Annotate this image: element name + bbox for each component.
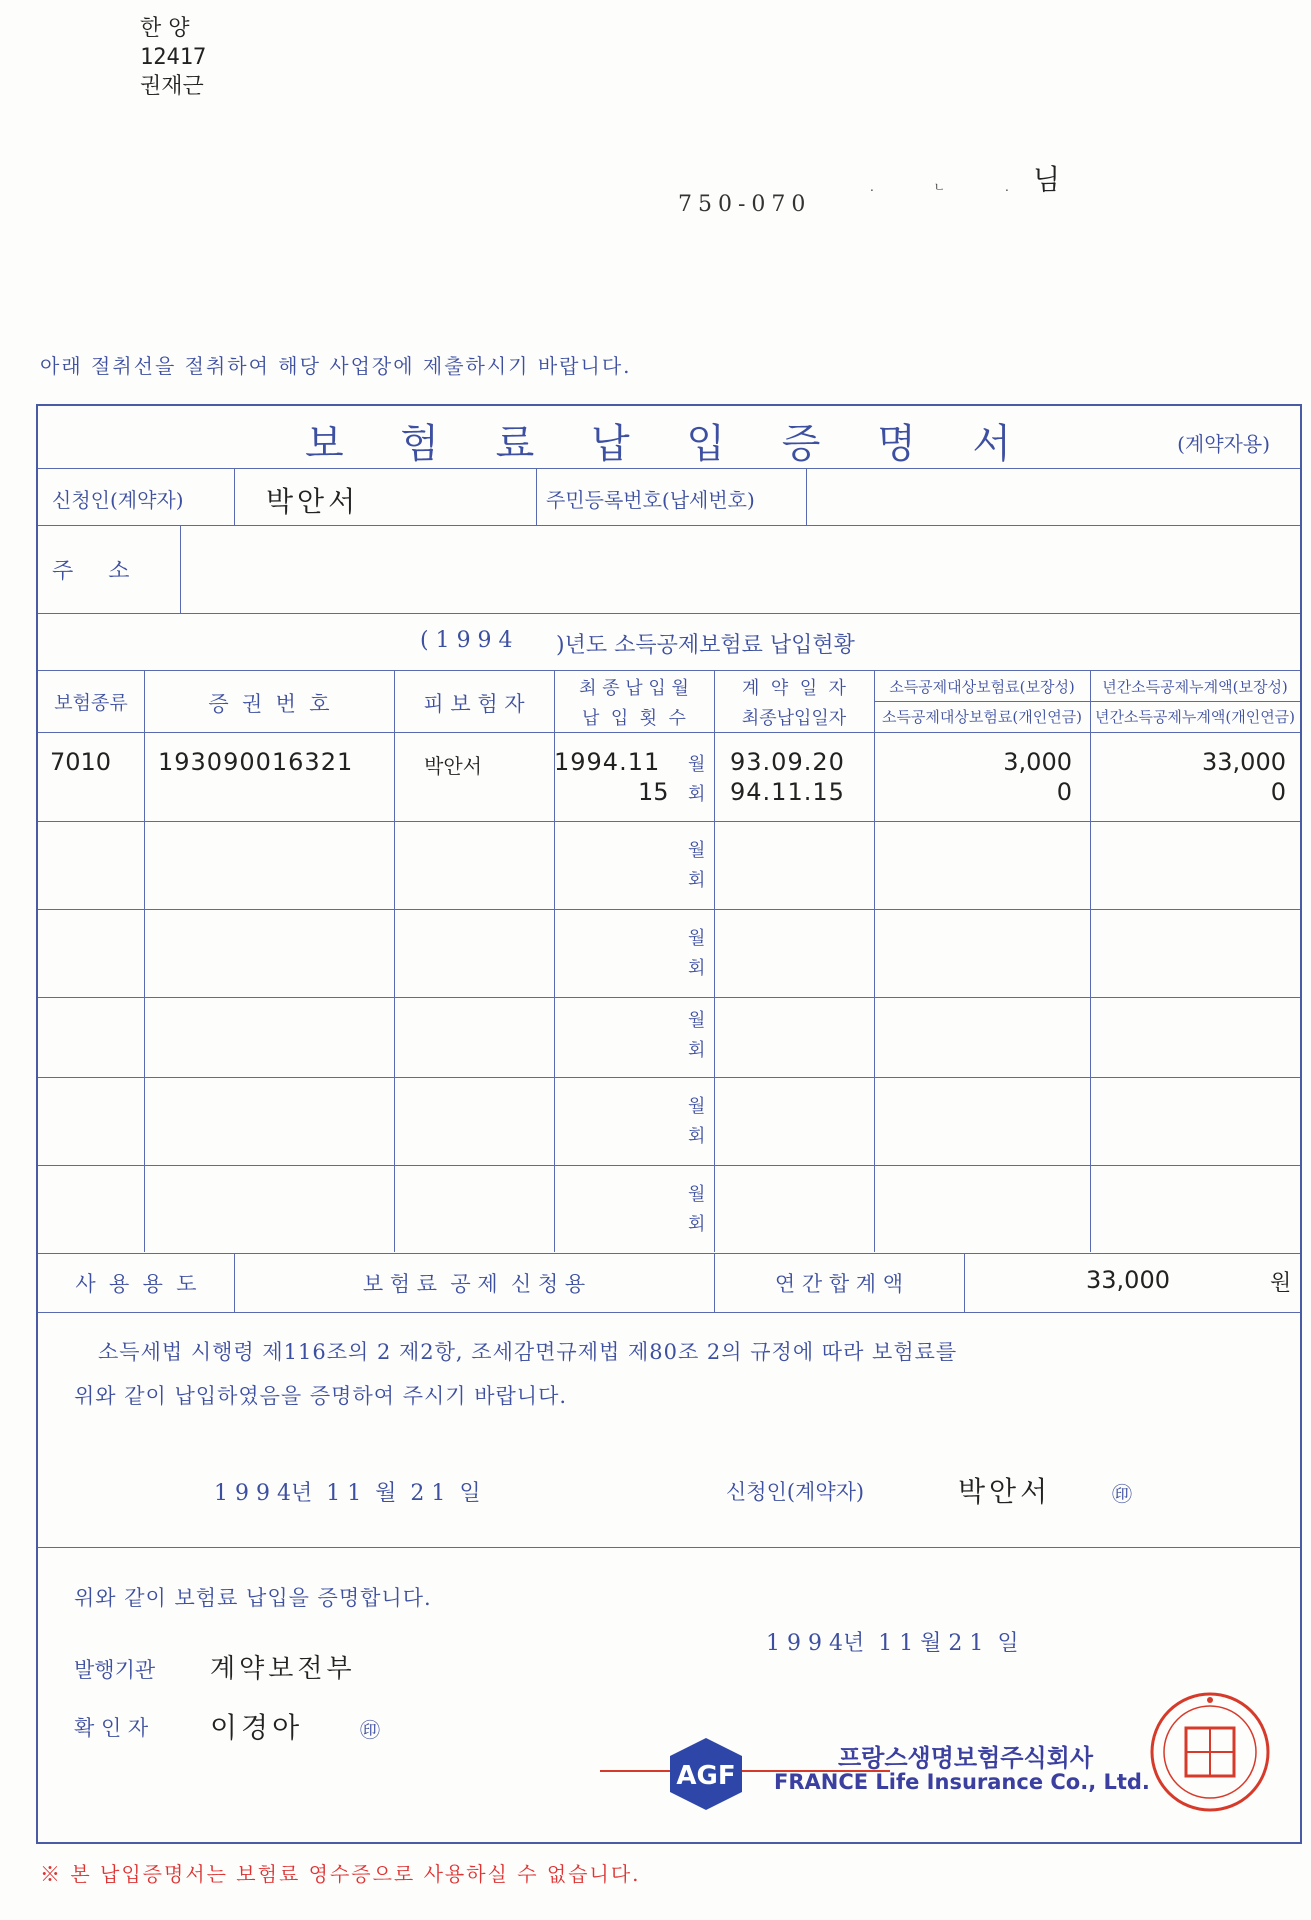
divider xyxy=(180,525,181,613)
top-header xyxy=(140,14,206,101)
document-title: 보 험 료 납 입 증 명 서 xyxy=(304,421,1034,467)
col-insured: 피 보 험 자 xyxy=(423,692,525,716)
count-unit: 회 xyxy=(688,1214,706,1235)
divider xyxy=(38,1077,1300,1078)
divider xyxy=(144,670,145,1252)
instruction-text: 아래 절취선을 절취하여 해당 사업장에 제출하시기 바랍니다. xyxy=(40,354,632,378)
divider xyxy=(38,1547,1300,1548)
notice-text: ※ 본 납입증명서는 보험료 영수증으로 사용하실 수 없습니다. xyxy=(40,1862,641,1886)
month-unit: 월 xyxy=(688,1010,706,1031)
company-seal-icon xyxy=(1148,1690,1272,1814)
usage-type: (계약자용) xyxy=(1177,432,1270,456)
col-last-pay-1: 최 종 납 입 월 xyxy=(579,678,689,699)
statement-line-1: 소득세법 시행령 제116조의 2 제2항, 조세감면규제법 제80조 2의 규정에 따라 보험료를 xyxy=(98,1340,958,1364)
issuer-label: 발행기관 xyxy=(74,1658,156,1682)
row-last-date: 94.11.15 xyxy=(730,778,845,806)
zip-code: 750-070 xyxy=(678,192,812,217)
address-label: 주 소 xyxy=(52,559,130,584)
divider xyxy=(874,670,875,1252)
applicant-value: 박안서 xyxy=(266,485,360,518)
usage-value: 보 험 료 공 제 신 청 용 xyxy=(362,1272,586,1296)
divider xyxy=(38,909,1300,910)
count-unit: 회 xyxy=(688,1040,706,1061)
row-contract-date: 93.09.20 xyxy=(730,748,845,776)
month-unit: 월 xyxy=(688,840,706,861)
count-unit: 회 xyxy=(688,870,706,891)
row-count: 15 xyxy=(638,778,669,806)
confirmer-value: 이경아 xyxy=(210,1711,304,1744)
divider xyxy=(714,670,715,1252)
issuer-value: 계약보전부 xyxy=(210,1654,356,1684)
code-label: 12417 xyxy=(140,45,207,70)
apply-person-value: 박안서 xyxy=(958,1475,1052,1508)
divider xyxy=(38,468,1300,469)
divider xyxy=(536,468,537,525)
col-annual-1: 년간소득공제누계액(보장성) xyxy=(1102,678,1288,696)
seal-mark: ㊞ xyxy=(360,1718,380,1742)
col-contract-2: 최종납입일자 xyxy=(741,708,847,729)
divider xyxy=(806,468,807,525)
certify-text: 위와 같이 보험료 납입을 증명합니다. xyxy=(74,1586,432,1610)
divider xyxy=(38,1165,1300,1166)
issue-date: 1 9 9 4년 1 1 월 2 1 일 xyxy=(766,1631,1019,1656)
row-deduct-pension: 0 xyxy=(1056,778,1072,806)
row-annual-protect: 33,000 xyxy=(1202,748,1286,776)
col-annual-2: 년간소득공제누계액(개인연금) xyxy=(1094,708,1296,726)
divider xyxy=(38,613,1300,614)
apply-person-label: 신청인(계약자) xyxy=(726,1480,865,1504)
seal-mark: ㊞ xyxy=(1112,1482,1132,1506)
row-deduct-protect: 3,000 xyxy=(1003,748,1072,776)
col-policy: 증 권 번 호 xyxy=(208,692,330,716)
divider xyxy=(38,525,1300,526)
divider xyxy=(1090,670,1091,1252)
divider xyxy=(38,821,1300,822)
company-name-en: FRANCE Life Insurance Co., Ltd. xyxy=(774,1770,1150,1794)
school-label: 한 양 xyxy=(140,16,190,41)
row-type: 7010 xyxy=(50,748,112,776)
count-unit: 회 xyxy=(688,958,706,979)
statement-line-2: 위와 같이 납입하였음을 증명하여 주시기 바랍니다. xyxy=(74,1384,568,1408)
divider xyxy=(234,468,235,525)
divider xyxy=(964,1253,965,1312)
year-title: )년도 소득공제보험료 납입현황 xyxy=(556,633,855,658)
col-type: 보험종류 xyxy=(54,692,128,714)
confirmer-label: 확 인 자 xyxy=(74,1716,149,1740)
applicant-label: 신청인(계약자) xyxy=(52,488,184,512)
agf-logo-icon xyxy=(666,1736,746,1812)
count-unit: 회 xyxy=(688,1126,706,1147)
divider xyxy=(38,670,1300,671)
usage-label: 사 용 용 도 xyxy=(75,1272,197,1296)
honorific: 님 xyxy=(1033,163,1061,196)
count-unit: 회 xyxy=(688,784,706,805)
annual-total-value: 33,000 xyxy=(1086,1266,1170,1294)
month-unit: 월 xyxy=(688,1184,706,1205)
col-contract-1: 계 약 일 자 xyxy=(742,678,846,699)
month-unit: 월 xyxy=(688,928,706,949)
recipient-mark: . ㄴ . xyxy=(870,180,1037,194)
annual-total-label: 연 간 합 계 액 xyxy=(774,1272,904,1296)
month-unit: 월 xyxy=(688,754,706,775)
logo-text: AGF xyxy=(676,1761,736,1791)
col-deduct-1: 소득공제대상보험료(보장성) xyxy=(889,678,1075,696)
divider xyxy=(38,997,1300,998)
certificate-form xyxy=(36,404,1302,1844)
divider xyxy=(38,1253,1300,1254)
divider xyxy=(874,701,1300,702)
row-policy: 193090016321 xyxy=(158,748,354,776)
divider xyxy=(38,1312,1300,1313)
month-unit: 월 xyxy=(688,1096,706,1117)
won-unit: 원 xyxy=(1270,1271,1292,1296)
col-deduct-2: 소득공제대상보험료(개인연금) xyxy=(881,708,1083,726)
name-label: 권재근 xyxy=(140,74,204,99)
row-last-month: 1994.11 xyxy=(554,748,661,776)
row-insured: 박안서 xyxy=(424,754,482,778)
company-name-kr: 프랑스생명보험주식회사 xyxy=(838,1744,1094,1772)
col-last-pay-2: 납 입 횟 수 xyxy=(582,708,686,729)
divider xyxy=(38,732,1300,733)
row-annual-pension: 0 xyxy=(1270,778,1286,806)
divider xyxy=(394,670,395,1252)
year-prefix: ( 1 9 9 4 xyxy=(420,628,513,653)
id-label: 주민등록번호(납세번호) xyxy=(546,488,755,512)
apply-date: 1 9 9 4년 1 1 월 2 1 일 xyxy=(214,1481,481,1506)
